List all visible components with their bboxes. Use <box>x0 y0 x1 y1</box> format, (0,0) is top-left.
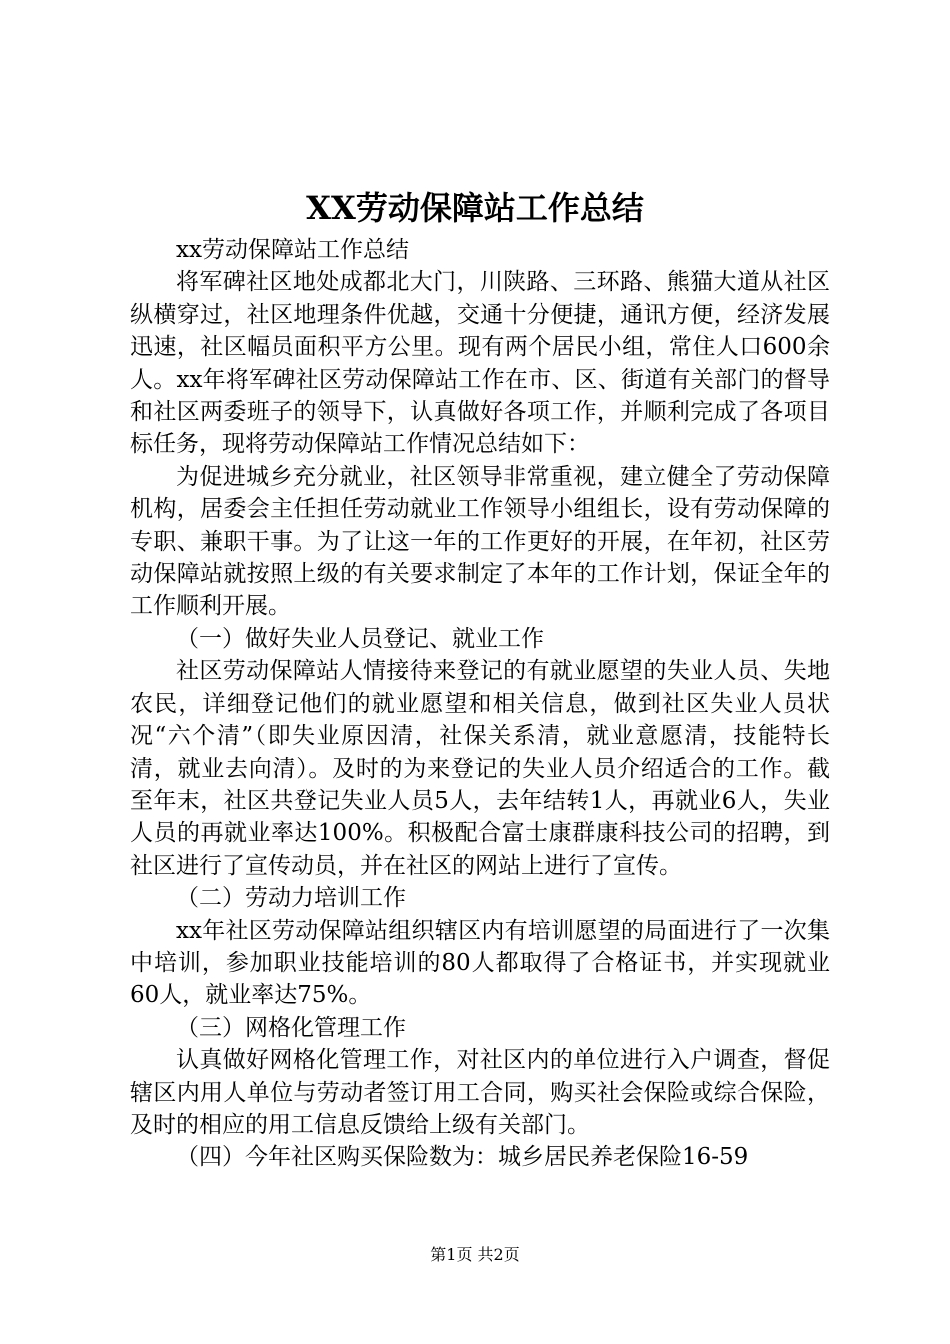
document-body <box>130 234 830 1174</box>
paragraph-training: xx年社区劳动保障站组织辖区内有培训愿望的局面进行了一次集中培训，参加职业技能培训的80人都取得了合格证书，并实现就业60人，就业率达75%。 <box>130 917 830 1009</box>
paragraph-organization: 为促进城乡充分就业，社区领导非常重视，建立健全了劳动保障机构，居委会主任担任劳动就业工作领导小组组长，设有劳动保障的专职、兼职干事。为了让这一年的工作更好的开展，在年初，社区劳动保障站就按照上级的有关要求制定了本年的工作计划，保证全年的工作顺利开展。 <box>130 463 830 620</box>
section-heading-3: （三）网格化管理工作 <box>176 1014 406 1041</box>
paragraph-subtitle: xx劳动保障站工作总结 <box>176 237 409 263</box>
paragraph-intro: 将军碑社区地处成都北大门，川陕路、三环路、熊猫大道从社区纵横穿过，社区地理条件优越，交通十分便捷，通讯方便，经济发展迅速，社区幅员面积平方公里。现有两个居民小组，常住人口600余人。xx年将军碑社区劳动保障站工作在市、区、街道有关部门的督导和社区两委班子的领导下，认真做好各项工作，并顺利完成了各项目标任务，现将劳动保障站工作情况总结如下： <box>130 269 830 458</box>
paragraph-unemployment: 社区劳动保障站人情接待来登记的有就业愿望的失业人员、失地农民，详细登记他们的就业愿望和相关信息，做到社区失业人员状况“六个清”（即失业原因清，社保关系清，就业意愿清，技能特长清，就业去向清）。及时的为来登记的失业人员介绍适合的工作。截至年末，社区共登记失业人员5人，去年结转1人，再就业6人，失业人员的再就业率达100%。积极配合富士康群康科技公司的招聘，到社区进行了宣传动员，并在社区的网站上进行了宣传。 <box>130 658 830 879</box>
page-number-footer: 第1页 共2页 <box>430 1245 520 1264</box>
document-title: XX劳动保障站工作总结 <box>306 189 644 227</box>
section-heading-1: （一）做好失业人员登记、就业工作 <box>176 625 544 652</box>
section-heading-2: （二）劳动力培训工作 <box>176 885 406 912</box>
section-heading-4: （四）今年社区购买保险数为：城乡居民养老保险16-59 <box>176 1144 749 1171</box>
paragraph-grid-management: 认真做好网格化管理工作，对社区内的单位进行入户调查，督促辖区内用人单位与劳动者签订用工合同，购买社会保险或综合保险，及时的相应的用工信息反馈给上级有关部门。 <box>130 1047 830 1138</box>
